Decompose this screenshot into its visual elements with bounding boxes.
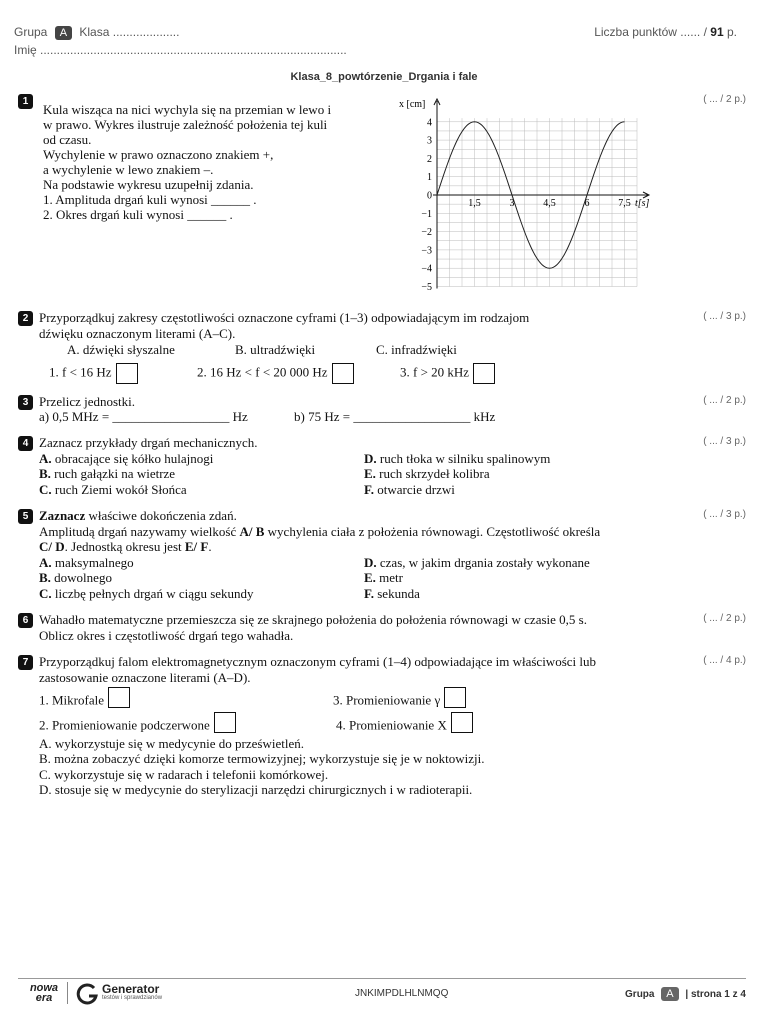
- q5-option[interactable]: [364, 586, 420, 601]
- question-number-5: 5: [18, 509, 33, 524]
- footer-logo-divider: [67, 982, 68, 1004]
- q1-line: a wychylenie w lewo znakiem –.: [43, 162, 214, 177]
- q5-option-letter: B.: [39, 570, 51, 585]
- q4-option-text: obracające się kółko hulajnogi: [54, 451, 214, 466]
- name-row: [14, 43, 347, 57]
- q2-line1: Przyporządkuj zakresy częstotliwości oznaczone cyframi (1–3) odpowiadającym im rodzajom: [39, 310, 530, 325]
- q4-option[interactable]: [364, 482, 455, 497]
- y-tick-label: −2: [421, 227, 432, 239]
- q1-text: [43, 102, 331, 222]
- question-number-2: 2: [18, 311, 33, 326]
- q5-text: Amplitudą drgań nazywamy wielkość: [39, 524, 237, 539]
- q1-line: Wychylenie w prawo oznaczono znakiem +,: [43, 147, 274, 162]
- question-number-7: 7: [18, 655, 33, 670]
- q5-text: . Jednostką okresu jest: [64, 539, 182, 554]
- footer-group-badge: A: [661, 987, 678, 1001]
- chart-y-label: x [cm]: [399, 99, 426, 110]
- q4-option[interactable]: [364, 466, 490, 481]
- q5-option[interactable]: [39, 586, 254, 601]
- q1-line: w prawo. Wykres ilustruje zależność położenia tej kuli: [43, 117, 328, 132]
- x-tick-label: 6: [584, 198, 590, 209]
- question-points-4: ( ... / 3 p.): [703, 436, 746, 447]
- q7-line2: zastosowanie oznaczone literami (A–D).: [39, 670, 251, 685]
- q7-item-label: 3. Promieniowanie γ: [333, 692, 441, 708]
- points-unit: p.: [726, 25, 737, 39]
- q5-option-text: metr: [379, 570, 403, 585]
- footer-page-info: [625, 987, 746, 1001]
- q5-option-letter: C.: [39, 586, 52, 601]
- q4-option-letter: A.: [39, 451, 52, 466]
- q7-item-1: [39, 691, 130, 712]
- q1-line: od czasu.: [43, 132, 92, 147]
- q4-option-text: ruch gałązki na wietrze: [54, 466, 176, 481]
- question-points-2: ( ... / 3 p.): [703, 311, 746, 322]
- logo-bottom: era: [35, 992, 53, 1004]
- q2-range-2: [197, 363, 354, 384]
- q5-option-letter: F.: [364, 586, 374, 601]
- points-sep: /: [703, 25, 707, 39]
- q5-option[interactable]: [39, 555, 134, 570]
- generator-brand: [102, 983, 162, 1001]
- question-number-4: 4: [18, 436, 33, 451]
- footer-page-number: | strona 1 z 4: [685, 989, 746, 1000]
- generator-subtitle: testów i sprawdzianów: [102, 995, 163, 1001]
- q5-text: .: [208, 539, 212, 554]
- y-tick-label: −3: [421, 245, 432, 257]
- class-label: Klasa: [79, 25, 110, 39]
- footer-group-label: Grupa: [625, 989, 655, 1000]
- q5-choice-cd[interactable]: C/ D: [39, 539, 65, 554]
- question-points-6: ( ... / 2 p.): [703, 613, 746, 624]
- q4-option-text: ruch tłoka w silniku spalinowym: [379, 451, 551, 466]
- nowa-era-logo: [24, 983, 64, 1003]
- q4-option-letter: B.: [39, 466, 51, 481]
- y-tick-label: 0: [427, 190, 432, 202]
- q4-option[interactable]: [39, 466, 175, 481]
- header-group-row: [14, 25, 179, 40]
- y-tick-label: 3: [427, 135, 432, 147]
- group-badge: A: [55, 26, 72, 40]
- q1-line: Kula wisząca na nici wychyla się na przemian w lewo i: [43, 102, 332, 117]
- q5-option-text: dowolnego: [54, 570, 112, 585]
- q2-range-1-label: 1. f < 16 Hz: [49, 364, 112, 380]
- question-points-3: ( ... / 2 p.): [703, 395, 746, 406]
- q2-range-3: [400, 363, 495, 384]
- question-number-6: 6: [18, 613, 33, 628]
- q3-answer-a[interactable]: a) 0,5 MHz = __________________ Hz: [39, 409, 248, 424]
- q2-option-b: B. ultradźwięki: [235, 342, 316, 357]
- x-tick-label: 7,5: [618, 198, 631, 209]
- y-tick-label: 4: [427, 117, 432, 129]
- class-field[interactable]: ....................: [112, 25, 180, 39]
- q4-option-letter: E.: [364, 466, 376, 481]
- q2-line2: dźwięku oznaczonym literami (A–C).: [39, 326, 236, 341]
- points-total-row: [594, 25, 737, 39]
- q5-option-text: sekunda: [377, 586, 420, 601]
- q7-option-b: B. można zobaczyć dzięki komorze termowizyjnej; wykorzystuje się je w noktowizji.: [39, 751, 485, 766]
- position-time-chart: [395, 96, 685, 296]
- q4-option-letter: D.: [364, 451, 377, 466]
- q5-line2: [39, 524, 600, 539]
- q4-line1: Zaznacz przykłady drgań mechanicznych.: [39, 435, 258, 450]
- q5-option-letter: E.: [364, 570, 376, 585]
- q7-option-a: A. wykorzystuje się w medycynie do prześwietleń.: [39, 736, 304, 751]
- generator-logo-icon: [76, 982, 100, 1006]
- q7-answer-box-3[interactable]: [444, 687, 466, 708]
- q3-line1: Przelicz jednostki.: [39, 394, 136, 409]
- question-number-1: 1: [18, 94, 33, 109]
- x-tick-label: 1,5: [468, 198, 481, 209]
- q5-line1: [39, 508, 237, 523]
- q7-item-2: [39, 716, 236, 737]
- q5-choice-ab[interactable]: A/ B: [239, 524, 265, 539]
- q7-answer-box-2[interactable]: [214, 712, 236, 733]
- y-tick-label: 1: [427, 172, 432, 184]
- q3-answer-b[interactable]: b) 75 Hz = __________________ kHz: [294, 409, 496, 424]
- chart-grid: [437, 118, 637, 286]
- y-tick-label: −5: [421, 282, 432, 293]
- x-tick-label: 4,5: [543, 198, 556, 209]
- points-total: 91: [710, 25, 724, 39]
- q5-option-letter: D.: [364, 555, 377, 570]
- q4-option-text: ruch Ziemi wokół Słońca: [54, 482, 187, 497]
- q5-option[interactable]: [364, 570, 403, 585]
- q7-item-label: 1. Mikrofale: [39, 692, 104, 708]
- q5-choice-ef[interactable]: E/ F: [184, 539, 209, 554]
- points-label: Liczba punktów ......: [594, 25, 701, 39]
- q4-option-text: otwarcie drzwi: [377, 482, 455, 497]
- q2-range-3-label: 3. f > 20 kHz: [400, 364, 470, 380]
- chart-x-label: t[s]: [635, 198, 650, 209]
- q2-range-1: [49, 363, 138, 384]
- q7-item-4: [336, 716, 473, 737]
- q2-range-2-label: 2. 16 Hz < f < 20 000 Hz: [197, 364, 328, 380]
- q2-answer-box-2[interactable]: [332, 363, 354, 384]
- q6-line2: Oblicz okres i częstotliwość drgań tego wahadła.: [39, 628, 294, 643]
- q6-line1: Wahadło matematyczne przemieszcza się ze skrajnego położenia do położenia równowagi w czasie 0,5 s.: [39, 612, 587, 627]
- q1-answer-period[interactable]: 2. Okres drgań kuli wynosi ______ .: [43, 207, 233, 222]
- q1-line: Na podstawie wykresu uzupełnij zdania.: [43, 177, 254, 192]
- page-title: Klasa_8_powtórzenie_Drgania i fale: [290, 71, 478, 83]
- question-number-3: 3: [18, 395, 33, 410]
- q5-option-text: maksymalnego: [54, 555, 134, 570]
- q7-answer-box-1[interactable]: [108, 687, 130, 708]
- q1-answer-amplitude[interactable]: 1. Amplituda drgań kuli wynosi ______ .: [43, 192, 257, 207]
- q5-option-letter: A.: [39, 555, 52, 570]
- group-label: Grupa: [14, 25, 48, 39]
- q5-option-text: liczbę pełnych drgań w ciągu sekundy: [54, 586, 254, 601]
- name-field[interactable]: ............................................................................................: [40, 43, 347, 57]
- q4-option[interactable]: [364, 451, 550, 466]
- q4-option-letter: F.: [364, 482, 374, 497]
- q4-option-text: ruch skrzydeł kolibra: [379, 466, 490, 481]
- q5-bold: Zaznacz: [39, 508, 86, 523]
- footer-divider: [18, 978, 746, 979]
- q4-option[interactable]: [39, 482, 187, 497]
- q2-option-a: A. dźwięki słyszalne: [67, 342, 175, 357]
- q4-option[interactable]: [39, 451, 213, 466]
- generator-name: Generator: [102, 982, 160, 996]
- q5-text: wychylenia ciała z położenia równowagi. Częstotliwość określa: [267, 524, 601, 539]
- q7-item-3: [333, 691, 466, 712]
- question-points-1: ( ... / 2 p.): [703, 94, 746, 105]
- q7-item-label: 2. Promieniowanie podczerwone: [39, 717, 210, 733]
- q5-line3: [39, 539, 212, 554]
- q5-option[interactable]: [364, 555, 590, 570]
- q7-answer-box-4[interactable]: [451, 712, 473, 733]
- q2-answer-box-1[interactable]: [116, 363, 138, 384]
- q4-option-letter: C.: [39, 482, 52, 497]
- y-tick-label: 2: [427, 153, 432, 165]
- q7-line1: Przyporządkuj falom elektromagnetycznym oznaczonym cyframi (1–4) odpowiadające im właściwości lub: [39, 654, 597, 669]
- q2-option-c: C. infradźwięki: [376, 342, 457, 357]
- footer-code: JNKIMPDLHLNMQQ: [355, 988, 449, 999]
- q7-option-c: C. wykorzystuje się w radarach i telefonii komórkowej.: [39, 767, 329, 782]
- q5-line1-text: właściwe dokończenia zdań.: [88, 508, 237, 523]
- y-tick-label: −1: [421, 208, 432, 220]
- q5-option-text: czas, w jakim drgania zostały wykonane: [379, 555, 590, 570]
- q7-option-d: D. stosuje się w medycynie do sterylizacji narzędzi chirurgicznych i w radioterapii.: [39, 782, 473, 797]
- x-tick-label: 3: [509, 198, 515, 209]
- q5-option[interactable]: [39, 570, 112, 585]
- question-points-5: ( ... / 3 p.): [703, 509, 746, 520]
- logo-top: nowa: [29, 982, 59, 994]
- q7-item-label: 4. Promieniowanie X: [336, 717, 447, 733]
- question-points-7: ( ... / 4 p.): [703, 655, 746, 666]
- q2-answer-box-3[interactable]: [473, 363, 495, 384]
- y-tick-label: −4: [421, 263, 432, 275]
- name-label: Imię: [14, 43, 37, 57]
